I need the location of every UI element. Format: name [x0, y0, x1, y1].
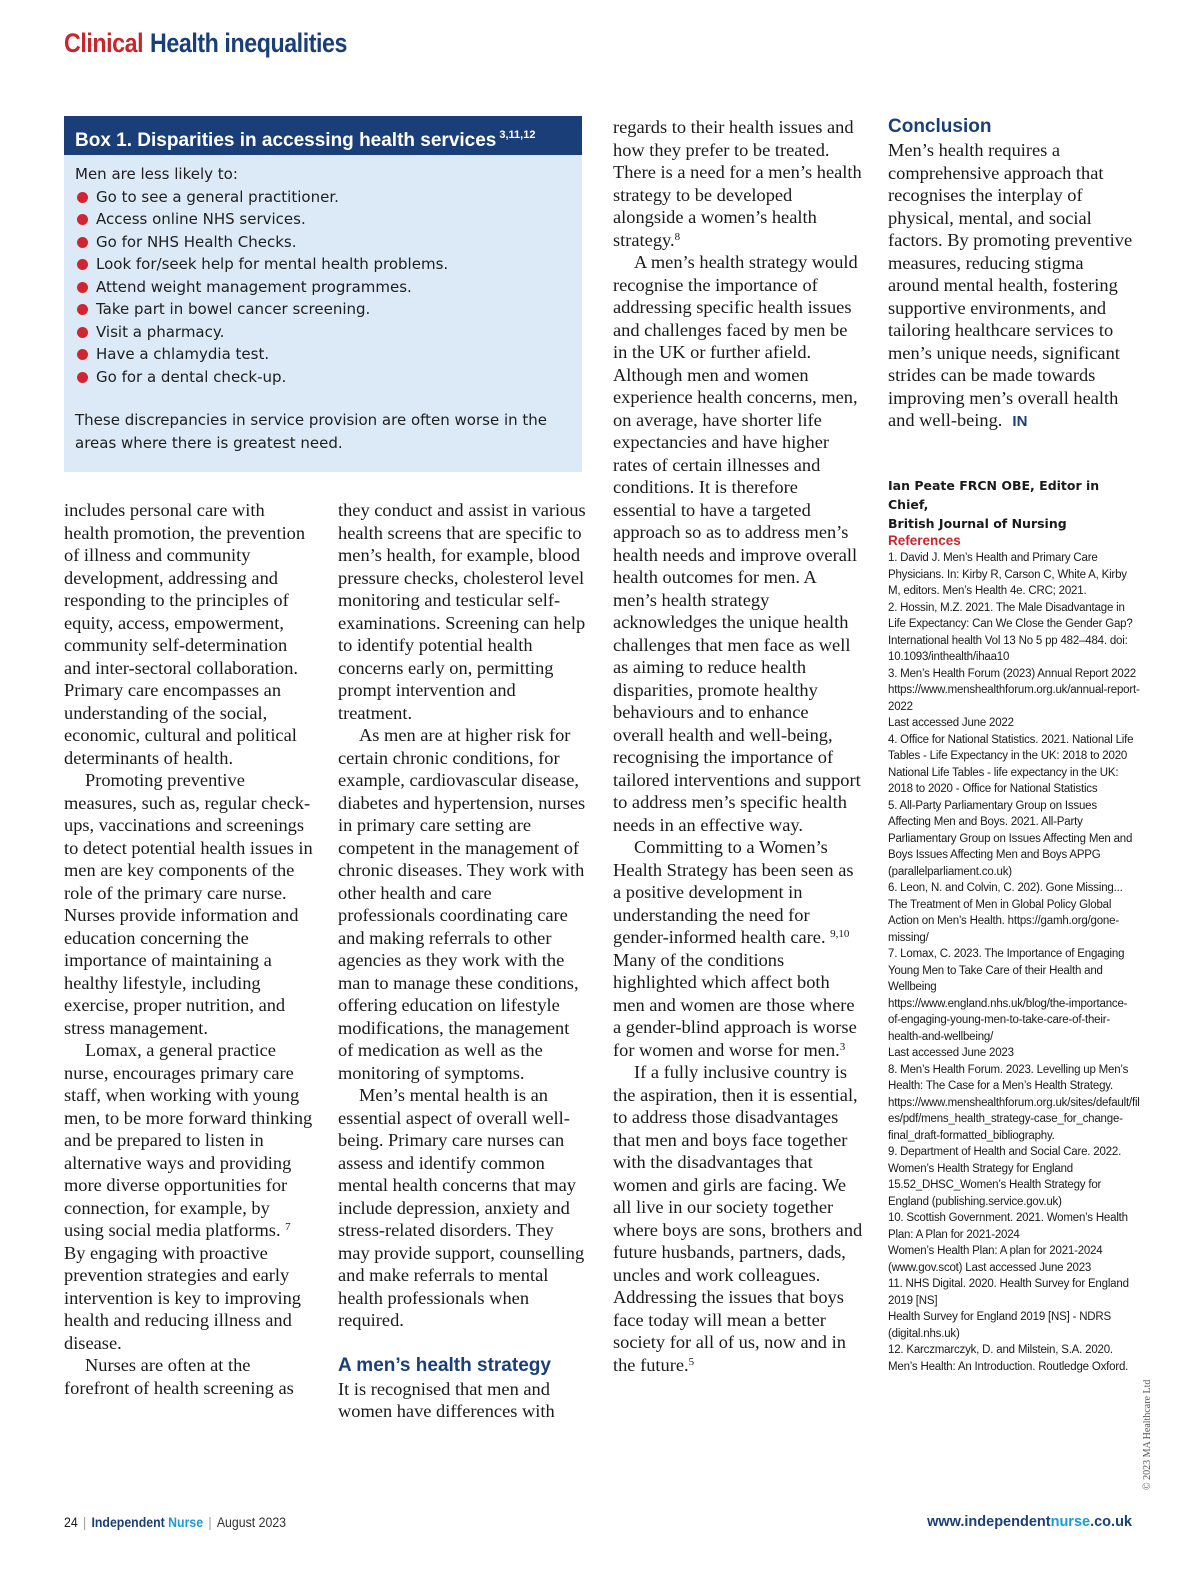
reference-item: 12. Karczmarczyk, D. and Milstein, S.A. 2020. Men’s Health: An Introduction. Routledge Oxford. [888, 1344, 1129, 1373]
info-box [64, 116, 582, 472]
paragraph [613, 116, 863, 251]
reference-item: 11. NHS Digital. 2020. Health Survey for England 2019 [NS] [888, 1278, 1129, 1307]
magazine-name-a: Independent [91, 1514, 165, 1530]
section-heading: A men’s health strategy [338, 1354, 551, 1376]
topic-title: Health inequalities [150, 28, 348, 58]
website-link[interactable] [927, 1514, 1132, 1530]
reference-item: Women’s Health Plan: A plan for 2021-2024 (www.gov.scot) Last accessed June 2023 [888, 1245, 1103, 1274]
box-title [64, 116, 582, 155]
url-part: nurse [1050, 1514, 1091, 1530]
citation: 3 [839, 1040, 846, 1053]
paragraph-text: Men’s health requires a comprehensive approach that recognises the interplay of physical, mental, and social factors. By promoting preventive measures, reducing stigma around mental health, fostering supportive environments, and tailoring healthcare services to men’s unique needs, significant strides can be made towards improving men’s overall health and well-being. [888, 140, 1133, 430]
reference-item: https://www.menshealthforum.org.uk/sites/default/files/pdf/mens_health_strategy-case_for_change-final_draft-formatted_bibliography. [888, 1096, 1140, 1142]
bullet-icon [77, 327, 88, 338]
reference-item: 9. Department of Health and Social Care. 2022. Women’s Health Strategy for England [888, 1146, 1122, 1175]
paragraph: includes personal care with health promotion, the prevention of illness and community development, addressing and responding to the principles of equity, access, empowerment, community self-determination and inter-sectoral collaboration. Primary care encompasses an understanding of the social, economic, cultural and political determinants of health. [64, 500, 306, 768]
paragraph-text: By engaging with proactive prevention strategies and early intervention is key to improving health and reducing illness and disease. [64, 1242, 302, 1353]
citation: 9,10 [830, 928, 850, 940]
paragraph: they conduct and assist in various health screens that are specific to men’s health, for example, blood pressure checks, cholesterol level monitoring and testicular self-examinations. Screening can help to identify potential health concerns early on, permitting prompt intervention and treatment. [338, 500, 586, 723]
list-item [75, 366, 572, 389]
list-item-text: Look for/seek help for mental health problems. [96, 255, 449, 273]
references [888, 532, 1140, 1375]
bullet-icon [77, 192, 88, 203]
references-heading: References [888, 533, 961, 548]
body-column-2 [338, 499, 588, 1423]
footer-left [64, 1514, 286, 1530]
issue-date: August 2023 [216, 1514, 287, 1530]
list-item [75, 186, 572, 209]
paragraph: Men’s mental health is an essential aspect of overall well-being. Primary care nurses can assess and identify common mental health concerns that may include depression, anxiety and stress-related disorders. They may provide support, counselling and make referrals to mental health professionals when required. [338, 1085, 585, 1330]
end-mark: IN [1012, 413, 1028, 430]
box-note: These discrepancies in service provision are often worse in the areas where there is greatest need. [75, 411, 548, 452]
reference-item: 7. Lomax, C. 2023. The Importance of Engaging Young Men to Take Care of their Health and Wellbeing [888, 948, 1125, 993]
bullet-icon [77, 214, 88, 225]
magazine-name [91, 1514, 203, 1530]
list-item [75, 253, 572, 276]
box-title-refs: 3,11,12 [499, 129, 536, 141]
author-credit [888, 476, 1143, 533]
list-item [75, 231, 572, 254]
reference-item: 8. Men’s Health Forum. 2023. Levelling up Men’s Health: The Case for a Men’s Health Strategy. [888, 1063, 1129, 1092]
paragraph-text: Lomax, a general practice nurse, encourages primary care staff, when working with young men, to be more forward thinking and be prepared to listen in alternative ways and providing more diverse opportunities for connection, for example, by using social media platforms. [64, 1040, 313, 1240]
page-number: 24 [64, 1514, 78, 1530]
reference-item: 5. All-Party Parliamentary Group on Issues Affecting Men and Boys. 2021. All-Party Parliamentary Group on Issues Affecting Men and Boys Issues Affecting Men and Boys APPG (parallelparliament.co.uk) [888, 799, 1133, 878]
page-header [64, 28, 347, 59]
citation: 7 [285, 1221, 291, 1233]
box-title-text: Box 1. Disparities in accessing health services [75, 130, 497, 151]
body-column-3 [613, 116, 863, 1376]
list-item-text: Go to see a general practitioner. [96, 187, 339, 206]
url-part: .co.uk [1090, 1514, 1132, 1530]
reference-item: 15.52_DHSC_Women’s Health Strategy for England (publishing.service.gov.uk) [888, 1179, 1102, 1208]
reference-item: 10. Scottish Government. 2021. Women’s Health Plan: A Plan for 2021-2024 [888, 1212, 1128, 1241]
bullet-icon [77, 259, 88, 270]
reference-item: https://www.england.nhs.uk/blog/the-importance-of-engaging-young-men-to-take-care-of-their-health-and-wellbeing/ [888, 997, 1128, 1043]
body-column-1 [64, 499, 314, 1399]
section-label: Clinical [64, 28, 144, 58]
citation: 5 [688, 1355, 695, 1368]
body-column-4 [888, 139, 1138, 434]
conclusion-heading: Conclusion [888, 116, 992, 137]
list-item [75, 321, 572, 344]
box-list [75, 186, 572, 389]
paragraph: Nurses are often at the forefront of health screening as [64, 1355, 294, 1398]
paragraph-text: regards to their health issues and how they prefer to be treated. There is a need for a men’s health strategy to be developed alongside a women’s health strategy. [613, 117, 862, 250]
copyright-notice: © 2023 MA Healthcare Ltd [1142, 1379, 1153, 1490]
reference-item: National Life Tables - life expectancy in the UK: 2018 to 2020 - Office for National Statistics [888, 766, 1119, 795]
bullet-icon [77, 282, 88, 293]
reference-item: Last accessed June 2023 [888, 1047, 1014, 1059]
list-item [75, 343, 572, 366]
paragraph: Promoting preventive measures, such as, regular check-ups, vaccinations and screenings to detect potential health issues in men are key components of the role of the primary care nurse. Nurses provide information and education concerning the importance of maintaining a healthy lifestyle, including exercise, proper nutrition, and stress management. [64, 770, 313, 1038]
list-item-text: Have a chlamydia test. [96, 345, 270, 363]
list-item-text: Go for NHS Health Checks. [96, 232, 297, 251]
divider: | [82, 1514, 87, 1530]
paragraph: As men are at higher risk for certain chronic conditions, for example, cardiovascular disease, diabetes and hypertension, nurses in primary care setting are competent in the management of chronic diseases. They work with other health and care professionals coordinating care and making referrals to other agencies as they work with the man to manage these conditions, offering education on lifestyle modifications, the management of medication as well as the monitoring of symptoms. [338, 725, 586, 1083]
paragraph [64, 1039, 314, 1354]
bullet-icon [77, 372, 88, 383]
magazine-name-b: Nurse [168, 1514, 204, 1530]
reference-item: 2. Hossin, M.Z. 2021. The Male Disadvantage in Life Expectancy: Can We Close the Gender Gap? International health Vol 13 No 5 pp 482–484. doi: 10.1093/inthealth/ihaa10 [888, 601, 1133, 663]
url-part: www.independent [927, 1514, 1051, 1530]
bullet-icon [77, 237, 88, 248]
reference-item: Last accessed June 2022 [888, 717, 1014, 729]
list-item [75, 208, 572, 231]
list-item [75, 298, 572, 321]
references-list [888, 550, 1140, 1375]
paragraph: It is recognised that men and women have differences with [338, 1378, 555, 1421]
paragraph-text: Many of the conditions highlighted which affect both men and women are those where a gender-blind approach is worse for women and worse for men. [613, 949, 857, 1060]
paragraph [613, 1061, 863, 1376]
author-line: British Journal of Nursing [888, 516, 1067, 531]
list-item-text: Access online NHS services. [96, 210, 306, 228]
list-item-text: Take part in bowel cancer screening. [96, 300, 371, 318]
reference-item: 4. Office for National Statistics. 2021. National Life Tables - Life Expectancy in the UK: 2018 to 2020 [888, 733, 1134, 762]
list-item-text: Visit a pharmacy. [96, 322, 225, 341]
list-item-text: Go for a dental check-up. [96, 367, 287, 386]
author-line: Ian Peate FRCN OBE, Editor in Chief, [888, 478, 1100, 512]
paragraph-text: If a fully inclusive country is the aspiration, then it is essential, to address those disadvantages that men and boys face together with the disadvantages that women and girls are facing. We all live in our society together where boys are sons, brothers and future husbands, partners, dads, uncles and work colleagues. Addressing the issues that boys face today will mean a better society for all of us, now and in the future. [613, 1062, 863, 1375]
reference-item: 1. David J. Men’s Health and Primary Care Physicians. In: Kirby R, Carson C, White A, Kirby M, editors. Men’s Health 4e. CRC; 2021. [888, 552, 1127, 597]
reference-item: 3. Men’s Health Forum (2023) Annual Report 2022 https://www.menshealthforum.org.uk/annual-report-2022 [888, 667, 1140, 713]
bullet-icon [77, 349, 88, 360]
reference-item: Health Survey for England 2019 [NS] - NDRS (digital.nhs.uk) [888, 1311, 1111, 1340]
paragraph: A men’s health strategy would recognise the importance of addressing specific health issues and challenges faced by men be in the UK or further afield. Although men and women experience health concerns, men, on average, have shorter life expectancies and have higher rates of certain illnesses and conditions. It is therefore essential to have a targeted approach so as to address men’s health needs and improve overall health outcomes for men. A men’s health strategy acknowledges the unique health challenges that men face as well as aiming to reduce health disparities, promote healthy behaviours and to enhance overall health and well-being, recognising the importance of tailored interventions and support to address men’s specific health needs in an effective way. [613, 252, 861, 835]
paragraph-text: Committing to a Women’s Health Strategy has been seen as a positive development in understanding the need for gender-informed health care. [613, 837, 854, 947]
list-item-text: Attend weight management programmes. [96, 277, 412, 296]
bullet-icon [77, 304, 88, 315]
paragraph [888, 139, 1138, 434]
list-item [75, 276, 572, 299]
paragraph [613, 836, 863, 1061]
reference-item: 6. Leon, N. and Colvin, C. 202). Gone Missing... The Treatment of Men in Global Policy Global Action on Men’s Health. https://gamh.org/gone-missing/ [888, 882, 1123, 944]
divider: | [208, 1514, 212, 1530]
box-intro: Men are less likely to: [75, 165, 238, 183]
citation: 8 [674, 230, 681, 243]
